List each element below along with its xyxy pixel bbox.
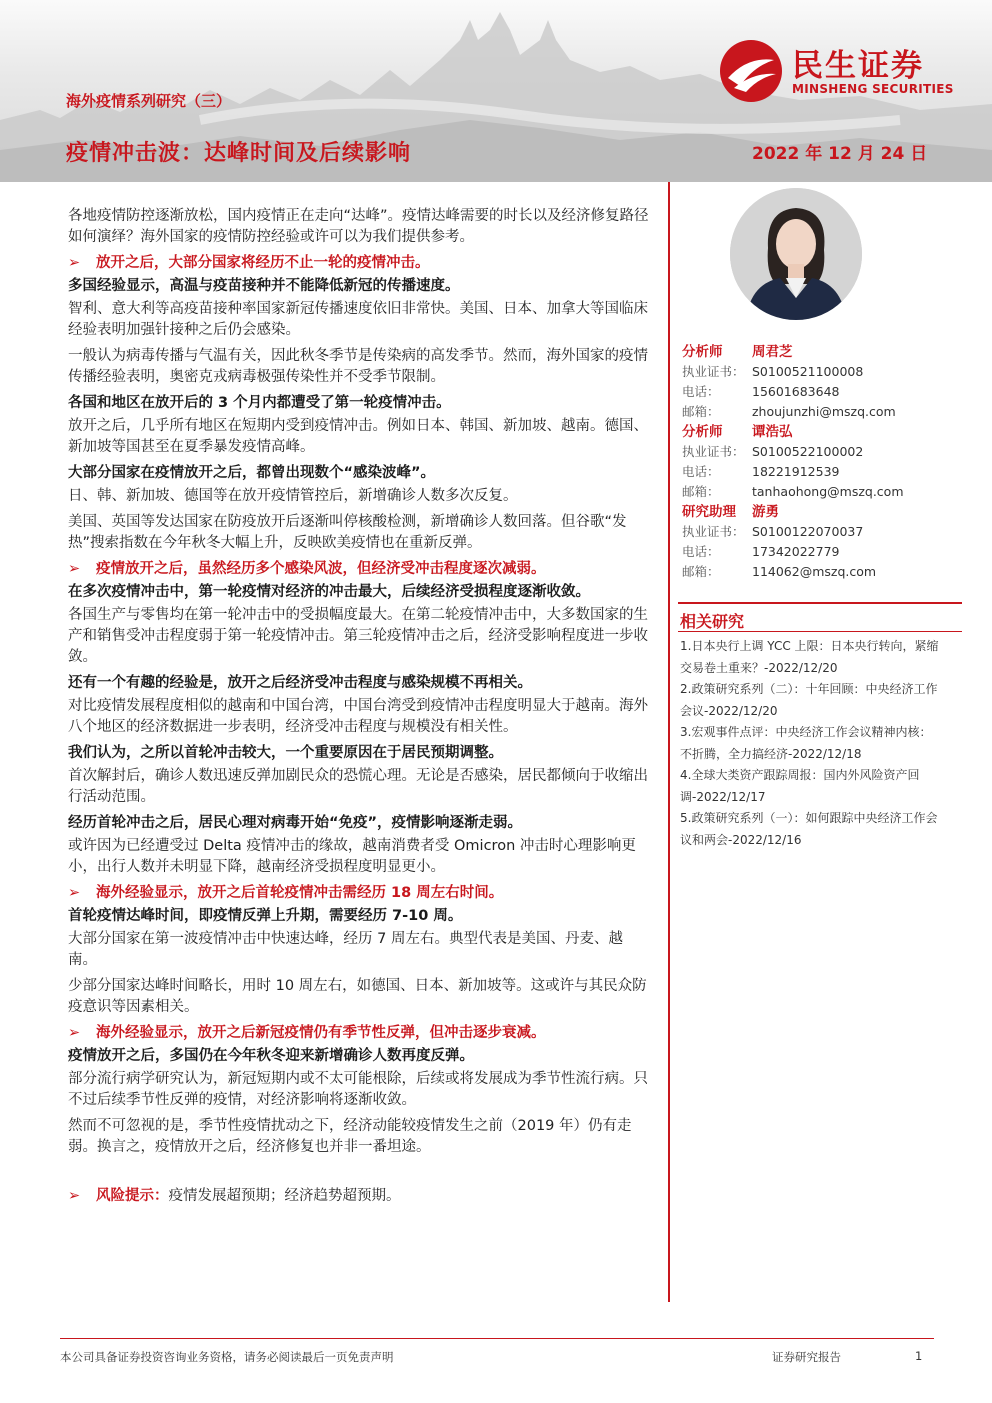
- bold-subheading: 疫情放开之后，多国仍在今年秋冬迎来新增确诊人数再度反弹。: [68, 1048, 474, 1064]
- related-research-list: [680, 636, 942, 851]
- cert-number: S0100522100002: [752, 444, 864, 459]
- related-research-link[interactable]: 2.政策研究系列（二）：十年回顾：中央经济工作会议-2022/12/20: [680, 682, 938, 718]
- phone-label: 电话：: [682, 464, 720, 479]
- analyst-role: 分析师: [682, 344, 723, 360]
- logo-mark-icon: [718, 38, 784, 104]
- email-link[interactable]: zhoujunzhi@mszq.com: [752, 404, 896, 419]
- email-link[interactable]: tanhaohong@mszq.com: [752, 484, 904, 499]
- analyst-photo: [730, 188, 862, 320]
- series-title: 海外疫情系列研究（三）: [66, 92, 232, 110]
- paragraph: 美国、英国等发达国家在防疫放开后逐渐叫停核酸检测，新增确诊人数回落。但谷歌“发热”搜索指数在今年秋冬大幅上升，反映欧美疫情也在重新反弹。: [68, 514, 627, 551]
- paragraph: 大部分国家在第一波疫情冲击中快速达峰，经历 7 周左右。典型代表是美国、丹麦、越南。: [68, 931, 623, 968]
- cert-number: S0100122070037: [752, 524, 864, 539]
- cert-number: S0100521100008: [752, 364, 864, 379]
- report-date: 2022 年 12 月 24 日: [752, 144, 928, 164]
- phone-label: 电话：: [682, 544, 720, 559]
- analyst-portrait-image: [730, 188, 862, 320]
- analyst-card: [682, 422, 972, 502]
- related-research-link[interactable]: 3.宏观事件点评：中央经济工作会议精神内核：不折腾，全力搞经济-2022/12/18: [680, 725, 932, 761]
- paragraph: 少部分国家达峰时间略长，用时 10 周左右，如德国、日本、新加坡等。这或许与其民众防疫意识等因素相关。: [68, 978, 647, 1015]
- arrow-bullet-icon: ➢: [68, 1188, 81, 1204]
- paragraph: 对比疫情发展程度相似的越南和中国台湾，中国台湾受到疫情冲击程度明显大于越南。海外八个地区的经济数据进一步表明，经济受冲击程度与规模没有相关性。: [68, 698, 648, 735]
- email-link[interactable]: 114062@mszq.com: [752, 564, 877, 579]
- company-logo: [718, 38, 968, 104]
- bold-subheading: 首轮疫情达峰时间，即疫情反弹上升期，需要经历 7-10 周。: [68, 908, 463, 924]
- phone-number: 17342022779: [752, 544, 840, 559]
- paragraph: 日、韩、新加坡、德国等在放开疫情管控后，新增确诊人数多次反复。: [68, 488, 518, 504]
- report-title: 疫情冲击波：达峰时间及后续影响: [66, 141, 412, 166]
- key-point-heading: ➢ 海外经验显示，放开之后首轮疫情冲击需经历 18 周左右时间。: [68, 883, 650, 904]
- paragraph: 智利、意大利等高疫苗接种率国家新冠传播速度依旧非常快。美国、日本、加拿大等国临床经验表明加强针接种之后仍会感染。: [68, 301, 648, 338]
- related-research-title: 相关研究: [680, 612, 745, 631]
- bold-subheading: 我们认为，之所以首轮冲击较大，一个重要原因在于居民预期调整。: [68, 745, 503, 761]
- key-point-heading: ➢ 海外经验显示，放开之后新冠疫情仍有季节性反弹，但冲击逐步衰减。: [68, 1023, 650, 1044]
- paragraph: 部分流行病学研究认为，新冠短期内或不太可能根除，后续或将发展成为季节性流行病。只不过后续季节性反弹的疫情，对经济影响将逐渐收敛。: [68, 1071, 648, 1108]
- analyst-list: [682, 342, 972, 582]
- related-divider: [678, 631, 962, 632]
- bold-subheading: 还有一个有趣的经验是，放开之后经济受冲击程度与感染规模不再相关。: [68, 675, 532, 691]
- phone-number: 18221912539: [752, 464, 840, 479]
- header-banner: [0, 0, 992, 182]
- email-label: 邮箱：: [682, 404, 720, 419]
- related-research-link[interactable]: 4.全球大类资产跟踪周报：国内外风险资产回调-2022/12/17: [680, 768, 920, 804]
- cert-label: 执业证书：: [682, 524, 745, 539]
- paragraph: 然而不可忽视的是，季节性疫情扰动之下，经济动能较疫情发生之前（2019 年）仍有走弱。换言之，疫情放开之后，经济修复也并非一番坦途。: [68, 1118, 632, 1155]
- analyst-name: 游勇: [752, 504, 779, 520]
- paragraph: 或许因为已经遭受过 Delta 疫情冲击的缘故，越南消费者受 Omicron 冲击时心理影响更小，出行人数并未明显下降，越南经济受损程度明显更小。: [68, 838, 636, 875]
- risk-text: 疫情发展超预期；经济趋势超预期。: [168, 1188, 401, 1204]
- analyst-name: 周君芝: [752, 344, 793, 360]
- analyst-role: 分析师: [682, 424, 723, 440]
- risk-warning: [68, 1186, 650, 1207]
- risk-label: 风险提示：: [96, 1188, 169, 1204]
- key-point-heading: ➢ 放开之后，大部分国家将经历不止一轮的疫情冲击。: [68, 253, 650, 274]
- logo-text-cn: 民生证券: [792, 48, 924, 84]
- email-label: 邮箱：: [682, 484, 720, 499]
- analyst-card: [682, 502, 972, 582]
- bold-subheading: 各国和地区在放开后的 3 个月内都遭受了第一轮疫情冲击。: [68, 395, 451, 411]
- bold-subheading: 大部分国家在疫情放开之后，都曾出现数个“感染波峰”。: [68, 465, 436, 481]
- paragraph: 首次解封后，确诊人数迅速反弹加剧民众的恐慌心理。无论是否感染，居民都倾向于收缩出行活动范围。: [68, 768, 648, 805]
- analyst-name: 谭浩弘: [752, 424, 793, 440]
- summary-body: [68, 206, 650, 1212]
- paragraph: 一般认为病毒传播与气温有关，因此秋冬季节是传染病的高发季节。然而，海外国家的疫情传播经验表明，奥密克戎病毒极强传染性并不受季节限制。: [68, 348, 648, 385]
- cert-label: 执业证书：: [682, 444, 745, 459]
- key-point-heading: ➢ 疫情放开之后，虽然经历多个感染风波，但经济受冲击程度逐次减弱。: [68, 559, 650, 580]
- related-research-link[interactable]: 1.日本央行上调 YCC 上限：日本央行转向，紧缩交易卷土重来？-2022/12/20: [680, 639, 939, 675]
- footer-disclaimer: 本公司具备证券投资咨询业务资格，请务必阅读最后一页免责声明: [60, 1350, 394, 1364]
- related-research-link[interactable]: 5.政策研究系列（一）：如何跟踪中央经济工作会议和两会-2022/12/16: [680, 811, 938, 847]
- arrow-bullet-icon: ➢: [68, 561, 81, 577]
- analyst-role: 研究助理: [682, 504, 736, 520]
- phone-number: 15601683648: [752, 384, 840, 399]
- related-divider: [678, 602, 962, 604]
- column-divider: [668, 182, 670, 1302]
- footer-doc-type: 证券研究报告: [772, 1350, 841, 1364]
- footer-divider: [60, 1338, 934, 1339]
- bold-subheading: 经历首轮冲击之后，居民心理对病毒开始“免疫”，疫情影响逐渐走弱。: [68, 815, 523, 831]
- logo-text-en: MINSHENG SECURITIES: [792, 82, 954, 96]
- email-label: 邮箱：: [682, 564, 720, 579]
- paragraph: 各地疫情防控逐渐放松，国内疫情正在走向“达峰”。疫情达峰需要的时长以及经济修复路径如何演绎？海外国家的疫情防控经验或许可以为我们提供参考。: [68, 208, 649, 245]
- arrow-bullet-icon: ➢: [68, 1025, 81, 1041]
- paragraph: 放开之后，几乎所有地区在短期内受到疫情冲击。例如日本、韩国、新加坡、越南。德国、新加坡等国甚至在夏季暴发疫情高峰。: [68, 418, 648, 455]
- arrow-bullet-icon: ➢: [68, 885, 81, 901]
- page-number: 1: [915, 1349, 923, 1363]
- paragraph: 各国生产与零售均在第一轮冲击中的受损幅度最大。在第二轮疫情冲击中，大多数国家的生产和销售受冲击程度弱于第一轮疫情冲击。第三轮疫情冲击之后，经济受影响程度进一步收敛。: [68, 607, 648, 665]
- arrow-bullet-icon: ➢: [68, 255, 81, 271]
- bold-subheading: 在多次疫情冲击中，第一轮疫情对经济的冲击最大，后续经济受损程度逐渐收敛。: [68, 584, 590, 600]
- cert-label: 执业证书：: [682, 364, 745, 379]
- analyst-card: [682, 342, 972, 422]
- bold-subheading: 多国经验显示，高温与疫苗接种并不能降低新冠的传播速度。: [68, 278, 460, 294]
- phone-label: 电话：: [682, 384, 720, 399]
